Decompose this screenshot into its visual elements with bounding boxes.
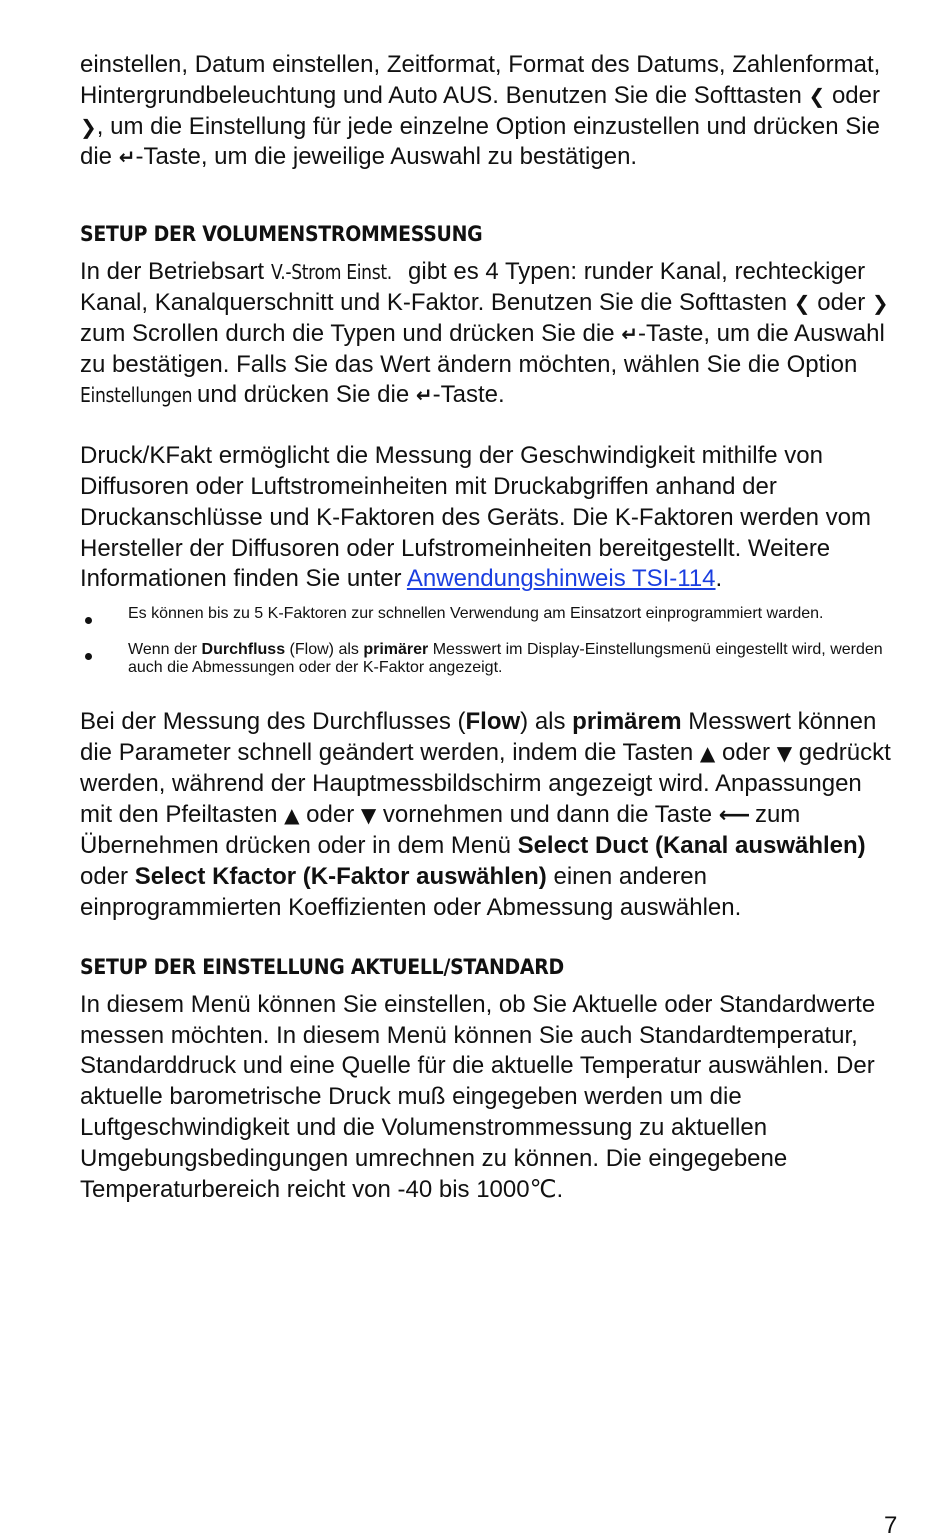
bold-term: Durchfluss	[201, 641, 286, 659]
paragraph-text: -Taste, um die Auswahl zu bestätigen. Falls Sie das Wert ändern möchten, wählen Sie die Option	[80, 319, 885, 378]
enter-key-icon: ↵	[621, 321, 638, 346]
intro-paragraph	[80, 50, 895, 173]
paragraph-text: vornehmen und dann die Taste	[376, 800, 719, 828]
left-arrow-key-icon: ❮	[808, 83, 826, 108]
option-name: Einstellungen	[80, 383, 193, 408]
intro-text: , um die Einstellung für jede einzelne Option einzustellen und drücken Sie die	[80, 112, 880, 171]
menu-name: Select Kfactor (K-Faktor auswählen)	[134, 863, 547, 891]
paragraph-text: gibt es 4 Typen: runder Kanal, rechteckiger Kanal, Kanalquerschnitt und K-Faktor. Benutzen Sie die Softtasten	[80, 258, 866, 316]
paragraph-text: In der Betriebsart	[80, 258, 271, 286]
paragraph-text: oder	[810, 288, 872, 316]
bold-term: primärer	[363, 641, 429, 659]
enter-key-icon: ↵	[118, 145, 136, 170]
paragraph-text: oder	[715, 738, 777, 766]
bullet-text: (Flow) als	[285, 641, 364, 659]
paragraph-text: Bei der Messung des Durchflusses (	[80, 708, 466, 736]
bullet-text: Wenn der	[128, 641, 202, 659]
menu-name: Select Duct (Kanal auswählen)	[517, 832, 866, 860]
down-arrow-key-icon: ▼	[360, 802, 377, 827]
paragraph-text: ) als	[520, 708, 573, 736]
paragraph-text: Messwert können die Parameter schnell geändert werden, indem die Tasten	[80, 708, 877, 766]
paragraph-text: zum Scrollen durch die Typen und drücken Sie die	[80, 319, 622, 347]
paragraph-text: gedrückt werden, während der Hauptmessbildschirm angezeigt wird. Anpassungen mit den Pfeiltasten	[80, 738, 891, 828]
actual-standard-paragraph: In diesem Menü können Sie einstellen, ob Sie Aktuelle oder Standardwerte messen möchten. In diesem Menü können Sie auch Standardtemperatur, Standarddruck und eine Quelle für die aktuelle Temperatur auswählen. Der aktuelle barometrische Druck muß eingegeben werden um die Luftgeschwindigkeit und die Volumenstrommessung zu aktuellen Umgebungsbedingungen umrechnen zu können. Die eingegebene Temperaturbereich reicht von -40 bis 1000℃.	[80, 990, 876, 1203]
enter-key-icon: ↵	[415, 383, 433, 408]
paragraph-text: -Taste.	[432, 381, 505, 409]
right-arrow-key-icon: ❯	[871, 290, 889, 315]
mode-name: V.-Strom Einst.	[270, 260, 392, 285]
up-arrow-key-icon: ▲	[284, 802, 300, 827]
bold-term: Flow	[465, 708, 521, 736]
paragraph-text: einen anderen einprogrammierten Koeffizienten oder Abmessung auswählen.	[80, 863, 742, 921]
bold-term: primärem	[572, 708, 682, 736]
page-number: 7	[884, 1512, 898, 1539]
application-note-link[interactable]: Anwendungshinweis TSI-114	[406, 565, 716, 593]
bullet-icon	[85, 617, 92, 624]
bullet-text: Es können bis zu 5 K-Faktoren zur schnellen Verwendung am Einsatzort einprogrammiert warden.	[128, 605, 824, 623]
intro-text: oder	[825, 81, 880, 109]
enter-key-icon: ⟵	[718, 802, 749, 828]
paragraph-text: zum Übernehmen drücken oder in dem Menü	[80, 800, 801, 860]
pressure-kfactor-paragraph	[80, 441, 895, 595]
volume-flow-paragraph	[80, 257, 895, 411]
bullet-text: Messwert im Display-Einstellungsmenü eingestellt wird, werden auch die Abmessungen oder der K-Faktor angezeigt.	[128, 641, 883, 677]
bullet-icon	[85, 653, 92, 660]
intro-text: -Taste, um die jeweilige Auswahl zu bestätigen.	[135, 143, 638, 171]
intro-text: einstellen, Datum einstellen, Zeitformat, Format des Datums, Zahlenformat, Hintergrundbeleuchtung und Auto AUS. Benutzen Sie die Softtasten	[80, 51, 881, 109]
section-heading-actual-standard: SETUP DER EINSTELLUNG AKTUELL/STANDARD	[80, 954, 564, 979]
flow-measurement-paragraph	[80, 707, 895, 924]
down-arrow-key-icon: ▼	[776, 740, 793, 765]
section-heading-volume-flow: SETUP DER VOLUMENSTROMMESSUNG	[80, 222, 483, 247]
paragraph-text: und drücken Sie die	[190, 381, 416, 409]
paragraph-text: .	[715, 565, 723, 593]
bullet-list	[80, 605, 895, 677]
paragraph-text: Druck/KFakt ermöglicht die Messung der Geschwindigkeit mithilfe von Diffusoren oder Luftstromeinheiten mit Druckabgriffen anhand der Druckanschlüsse und K-Faktoren des Geräts. Die K-Faktoren werden vom Hersteller der Diffusoren oder Lufstromeinheiten bereitgestellt. Weitere Informationen finden Sie unter	[80, 442, 872, 593]
paragraph-text: oder	[80, 863, 135, 891]
left-arrow-key-icon: ❮	[793, 290, 811, 315]
list-item	[80, 641, 895, 677]
list-item	[80, 605, 895, 623]
up-arrow-key-icon: ▲	[699, 740, 716, 765]
right-arrow-key-icon: ❯	[80, 114, 97, 139]
manual-page	[80, 50, 895, 1205]
paragraph-text: oder	[299, 800, 361, 828]
